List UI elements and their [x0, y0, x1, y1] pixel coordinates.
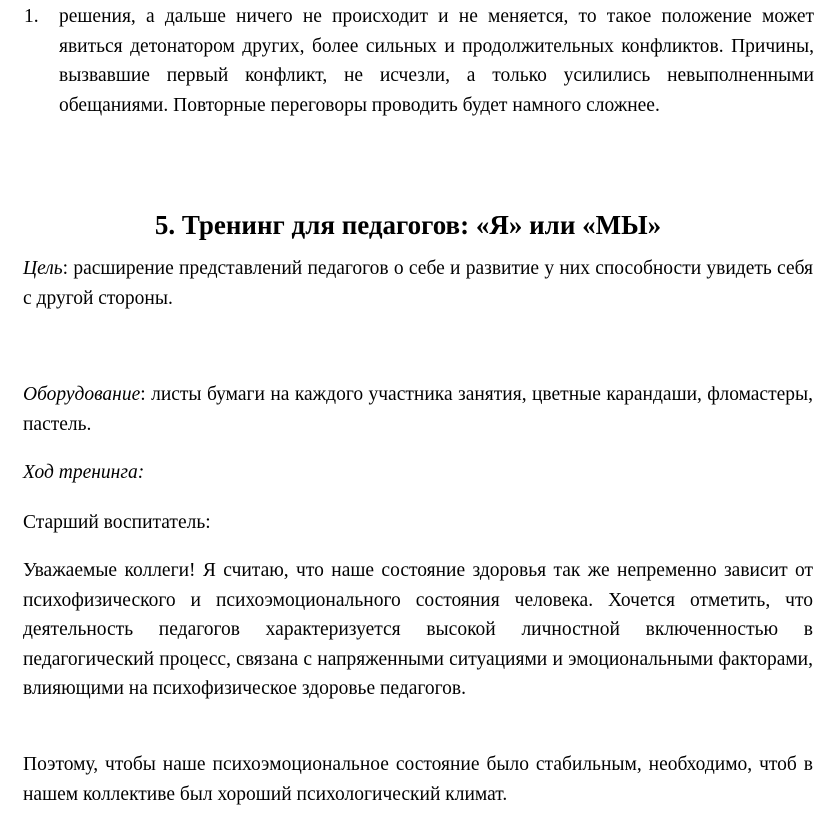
- list-number: 1.: [24, 6, 39, 27]
- section-heading: 5. Тренинг для педагогов: «Я» или «МЫ»: [154, 210, 662, 240]
- equipment-label: Оборудование: [23, 384, 141, 405]
- goal-paragraph: [23, 254, 813, 313]
- equipment-paragraph: [23, 380, 813, 439]
- goal-label: Цель: [23, 258, 63, 279]
- speaker-label: Старший воспитатель:: [23, 512, 211, 533]
- equipment-text: : листы бумаги на каждого участника занятия, цветные карандаши, фломастеры, пастель.: [23, 384, 813, 435]
- goal-text: : расширение представлений педагогов о себе и развитие у них способности увидеть себя с другой стороны.: [23, 258, 813, 309]
- list-item: [24, 2, 816, 120]
- main-paragraph-1: Уважаемые коллеги! Я считаю, что наше состояние здоровья так же непременно зависит от психофизического и психоэмоционального состояния человека. Хочется отметить, что деятельность педагогов характеризуется высокой личностной включенностью в педагогический процесс, связана с напряженными ситуациями и эмоциональными факторами, влияющими на психофизическое здоровье педагогов.: [23, 560, 813, 699]
- main-paragraph-2: Поэтому, чтобы наше психоэмоциональное состояние было стабильным, необходимо, чтоб в нашем коллективе был хороший психологический климат.: [23, 754, 813, 805]
- progress-label: Ход тренинга:: [23, 462, 145, 483]
- list-item-text: решения, а дальше ничего не происходит и не меняется, то такое положение может явиться детонатором других, более сильных и продолжительных конфликтов. Причины, вызвавшие первый конфликт, не исчезли, а только усилились невыполненными обещаниями. Повторные переговоры проводить будет намного сложнее.: [59, 6, 814, 116]
